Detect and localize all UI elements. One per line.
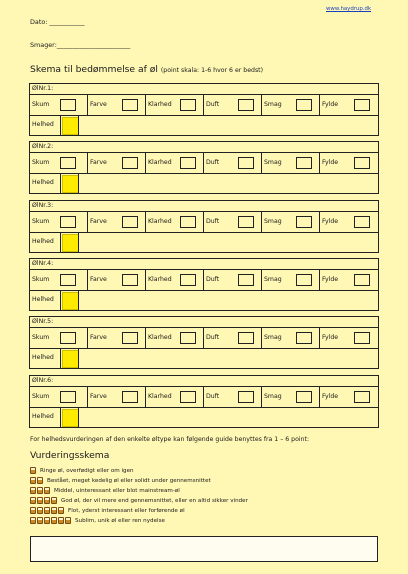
criteria-cell bbox=[88, 270, 146, 290]
criteria-row bbox=[29, 211, 379, 233]
scale-item-text: Sublim, unik øl eller ren nydelse bbox=[75, 517, 165, 524]
score-box[interactable] bbox=[122, 99, 138, 111]
overall-row bbox=[29, 348, 379, 369]
criteria-label: Smag bbox=[264, 276, 282, 283]
divider bbox=[60, 348, 61, 368]
beer-mug-icon bbox=[37, 507, 43, 514]
beer-number-label: ØlNr.6: bbox=[32, 377, 54, 384]
beer-table bbox=[29, 200, 379, 253]
score-box[interactable] bbox=[296, 332, 312, 344]
overall-score-box[interactable] bbox=[62, 175, 79, 193]
divider bbox=[60, 173, 61, 193]
divider bbox=[78, 173, 79, 193]
divider bbox=[78, 407, 79, 427]
score-box[interactable] bbox=[238, 274, 254, 286]
criteria-cell bbox=[204, 95, 262, 115]
criteria-cell bbox=[30, 95, 88, 115]
criteria-cell bbox=[30, 328, 88, 348]
criteria-cell bbox=[262, 270, 320, 290]
criteria-label: Fylde bbox=[322, 101, 339, 108]
criteria-label: Klarhed bbox=[148, 334, 172, 341]
criteria-label: Smag bbox=[264, 101, 282, 108]
score-box[interactable] bbox=[122, 332, 138, 344]
score-box[interactable] bbox=[180, 274, 196, 286]
scale-item bbox=[30, 476, 211, 485]
scale-item-text: Flot, yderst interessant eller forførende øl bbox=[68, 507, 185, 514]
criteria-label: Skum bbox=[32, 334, 50, 341]
beer-mug-icon bbox=[58, 507, 64, 514]
beer-mug-icon bbox=[37, 497, 43, 504]
criteria-label: Fylde bbox=[322, 218, 339, 225]
score-box[interactable] bbox=[296, 99, 312, 111]
criteria-cell bbox=[88, 387, 146, 407]
divider bbox=[78, 290, 79, 310]
scale-item bbox=[30, 516, 165, 525]
criteria-label: Duft bbox=[206, 101, 220, 108]
score-box[interactable] bbox=[122, 216, 138, 228]
beer-mug-icon bbox=[30, 517, 36, 524]
score-box[interactable] bbox=[180, 332, 196, 344]
beer-mug-icon bbox=[30, 507, 36, 514]
overall-row bbox=[29, 407, 379, 428]
divider bbox=[78, 115, 79, 135]
score-box[interactable] bbox=[296, 274, 312, 286]
score-box[interactable] bbox=[60, 157, 76, 169]
criteria-cell bbox=[262, 153, 320, 173]
divider bbox=[60, 232, 61, 252]
divider bbox=[60, 290, 61, 310]
score-box[interactable] bbox=[238, 99, 254, 111]
score-box[interactable] bbox=[238, 216, 254, 228]
overall-score-box[interactable] bbox=[62, 292, 79, 310]
score-box[interactable] bbox=[354, 274, 370, 286]
beer-number-label: ØlNr.2: bbox=[32, 143, 54, 150]
beer-header bbox=[29, 258, 379, 269]
criteria-label: Duft bbox=[206, 393, 220, 400]
criteria-label: Smag bbox=[264, 218, 282, 225]
criteria-row bbox=[29, 269, 379, 291]
criteria-cell bbox=[88, 328, 146, 348]
criteria-label: Skum bbox=[32, 101, 50, 108]
criteria-cell bbox=[320, 95, 377, 115]
criteria-label: Klarhed bbox=[148, 218, 172, 225]
scale-title: Vurderingsskema bbox=[30, 450, 110, 461]
criteria-cell bbox=[146, 95, 204, 115]
beer-mug-icon bbox=[44, 517, 50, 524]
website-link[interactable]: www.haydrup.dk bbox=[326, 6, 372, 12]
notes-box[interactable] bbox=[30, 536, 378, 562]
scale-item bbox=[30, 496, 248, 505]
beer-mug-icon bbox=[51, 497, 57, 504]
criteria-label: Farve bbox=[90, 218, 107, 225]
beer-table bbox=[29, 258, 379, 311]
criteria-label: Skum bbox=[32, 159, 50, 166]
divider bbox=[78, 232, 79, 252]
divider bbox=[60, 407, 61, 427]
beer-mug-icon bbox=[30, 477, 36, 484]
score-box[interactable] bbox=[296, 157, 312, 169]
score-box[interactable] bbox=[122, 157, 138, 169]
beer-mug-icon bbox=[58, 517, 64, 524]
beer-number-label: ØlNr.3: bbox=[32, 202, 54, 209]
criteria-cell bbox=[30, 212, 88, 232]
criteria-label: Duft bbox=[206, 276, 220, 283]
criteria-cell bbox=[320, 212, 377, 232]
score-box[interactable] bbox=[180, 216, 196, 228]
criteria-cell bbox=[204, 387, 262, 407]
criteria-label: Skum bbox=[32, 393, 50, 400]
beer-mug-icon bbox=[30, 487, 36, 494]
criteria-row bbox=[29, 94, 379, 116]
date-field[interactable]: Dato: ___________ bbox=[30, 18, 85, 26]
scale-item bbox=[30, 506, 185, 515]
beer-number-label: ØlNr.5: bbox=[32, 318, 54, 325]
overall-label: Helhed bbox=[32, 296, 54, 303]
score-box[interactable] bbox=[60, 216, 76, 228]
scale-item bbox=[30, 466, 134, 475]
beer-mug-icon bbox=[30, 467, 36, 474]
criteria-label: Fylde bbox=[322, 276, 339, 283]
criteria-label: Duft bbox=[206, 218, 220, 225]
scale-item-text: Middel, uinteressant eller blot mainstream-øl bbox=[54, 487, 180, 494]
beer-mug-icon bbox=[65, 517, 71, 524]
criteria-label: Smag bbox=[264, 334, 282, 341]
divider bbox=[78, 348, 79, 368]
criteria-label: Fylde bbox=[322, 393, 339, 400]
criteria-cell bbox=[88, 95, 146, 115]
overall-label: Helhed bbox=[32, 413, 54, 420]
score-box[interactable] bbox=[60, 274, 76, 286]
criteria-row bbox=[29, 152, 379, 174]
beer-mug-icon bbox=[44, 507, 50, 514]
taster-field[interactable]: Smager:_______________________ bbox=[30, 41, 131, 49]
criteria-cell bbox=[204, 328, 262, 348]
beer-number-label: ØlNr.1: bbox=[32, 85, 54, 92]
score-box[interactable] bbox=[354, 391, 370, 403]
overall-score-box[interactable] bbox=[62, 409, 79, 427]
criteria-cell bbox=[262, 95, 320, 115]
score-box[interactable] bbox=[180, 391, 196, 403]
criteria-label: Klarhed bbox=[148, 393, 172, 400]
criteria-label: Fylde bbox=[322, 159, 339, 166]
criteria-label: Skum bbox=[32, 276, 50, 283]
beer-header bbox=[29, 200, 379, 211]
criteria-cell bbox=[262, 328, 320, 348]
score-box[interactable] bbox=[180, 99, 196, 111]
criteria-row bbox=[29, 327, 379, 349]
scale-item-text: Ringe øl, overfødigt eller om igen bbox=[40, 467, 134, 474]
score-box[interactable] bbox=[122, 274, 138, 286]
beer-mug-icon bbox=[51, 507, 57, 514]
beer-mug-icon bbox=[37, 487, 43, 494]
score-box[interactable] bbox=[238, 391, 254, 403]
criteria-cell bbox=[320, 328, 377, 348]
criteria-label: Farve bbox=[90, 334, 107, 341]
score-box[interactable] bbox=[180, 157, 196, 169]
criteria-cell bbox=[146, 212, 204, 232]
criteria-label: Fylde bbox=[322, 334, 339, 341]
overall-row bbox=[29, 290, 379, 311]
criteria-label: Klarhed bbox=[148, 101, 172, 108]
score-box[interactable] bbox=[122, 391, 138, 403]
criteria-label: Skum bbox=[32, 218, 50, 225]
criteria-cell bbox=[30, 270, 88, 290]
page-title bbox=[30, 64, 263, 75]
criteria-cell bbox=[146, 387, 204, 407]
criteria-label: Farve bbox=[90, 393, 107, 400]
criteria-label: Klarhed bbox=[148, 159, 172, 166]
scale-item bbox=[30, 486, 180, 495]
overall-score-box[interactable] bbox=[62, 117, 79, 135]
overall-score-box[interactable] bbox=[62, 350, 79, 368]
criteria-cell bbox=[88, 212, 146, 232]
score-box[interactable] bbox=[354, 157, 370, 169]
criteria-cell bbox=[204, 153, 262, 173]
criteria-cell bbox=[146, 270, 204, 290]
beer-table bbox=[29, 375, 379, 428]
beer-mug-icon bbox=[44, 487, 50, 494]
overall-row bbox=[29, 232, 379, 253]
scale-item-text: Bestået, meget kedelig øl eller solidt under gennemsnittet bbox=[47, 477, 211, 484]
scale-item-text: God øl, der vil mere end gennemsnittet, eller en altid sikker vinder bbox=[61, 497, 248, 504]
criteria-cell bbox=[204, 212, 262, 232]
criteria-label: Farve bbox=[90, 276, 107, 283]
criteria-label: Smag bbox=[264, 159, 282, 166]
overall-row bbox=[29, 173, 379, 194]
overall-row bbox=[29, 115, 379, 136]
criteria-cell bbox=[30, 387, 88, 407]
criteria-row bbox=[29, 386, 379, 408]
criteria-label: Farve bbox=[90, 101, 107, 108]
beer-table bbox=[29, 316, 379, 369]
beer-header bbox=[29, 316, 379, 327]
score-box[interactable] bbox=[296, 391, 312, 403]
beer-table bbox=[29, 83, 379, 136]
beer-header bbox=[29, 83, 379, 94]
score-box[interactable] bbox=[238, 157, 254, 169]
criteria-label: Duft bbox=[206, 159, 220, 166]
beer-table bbox=[29, 141, 379, 194]
guide-text: For helhedsvurderingen af den enkelte øltype kan følgende guide benyttes fra 1 – 6 point: bbox=[30, 436, 310, 443]
score-box[interactable] bbox=[354, 216, 370, 228]
criteria-cell bbox=[320, 153, 377, 173]
beer-mug-icon bbox=[37, 517, 43, 524]
overall-label: Helhed bbox=[32, 238, 54, 245]
overall-label: Helhed bbox=[32, 121, 54, 128]
beer-header bbox=[29, 141, 379, 152]
overall-label: Helhed bbox=[32, 179, 54, 186]
beer-number-label: ØlNr.4: bbox=[32, 260, 54, 267]
overall-score-box[interactable] bbox=[62, 234, 79, 252]
score-box[interactable] bbox=[60, 332, 76, 344]
beer-mug-icon bbox=[44, 497, 50, 504]
score-box[interactable] bbox=[296, 216, 312, 228]
criteria-label: Klarhed bbox=[148, 276, 172, 283]
title-sub: (point skala: 1-6 hvor 6 er bedst) bbox=[160, 67, 264, 74]
criteria-label: Smag bbox=[264, 393, 282, 400]
criteria-cell bbox=[262, 212, 320, 232]
overall-label: Helhed bbox=[32, 354, 54, 361]
criteria-label: Farve bbox=[90, 159, 107, 166]
criteria-cell bbox=[146, 328, 204, 348]
score-box[interactable] bbox=[60, 99, 76, 111]
criteria-cell bbox=[88, 153, 146, 173]
score-box[interactable] bbox=[354, 99, 370, 111]
criteria-cell bbox=[146, 153, 204, 173]
beer-mug-icon bbox=[30, 497, 36, 504]
beer-mug-icon bbox=[37, 477, 43, 484]
criteria-cell bbox=[262, 387, 320, 407]
score-box[interactable] bbox=[60, 391, 76, 403]
score-box[interactable] bbox=[238, 332, 254, 344]
beer-header bbox=[29, 375, 379, 386]
beer-mug-icon bbox=[51, 517, 57, 524]
title-main: Skema til bedømmelse af øl bbox=[30, 64, 158, 75]
score-box[interactable] bbox=[354, 332, 370, 344]
criteria-cell bbox=[320, 270, 377, 290]
criteria-cell bbox=[204, 270, 262, 290]
divider bbox=[60, 115, 61, 135]
criteria-cell bbox=[30, 153, 88, 173]
criteria-cell bbox=[320, 387, 377, 407]
criteria-label: Duft bbox=[206, 334, 220, 341]
